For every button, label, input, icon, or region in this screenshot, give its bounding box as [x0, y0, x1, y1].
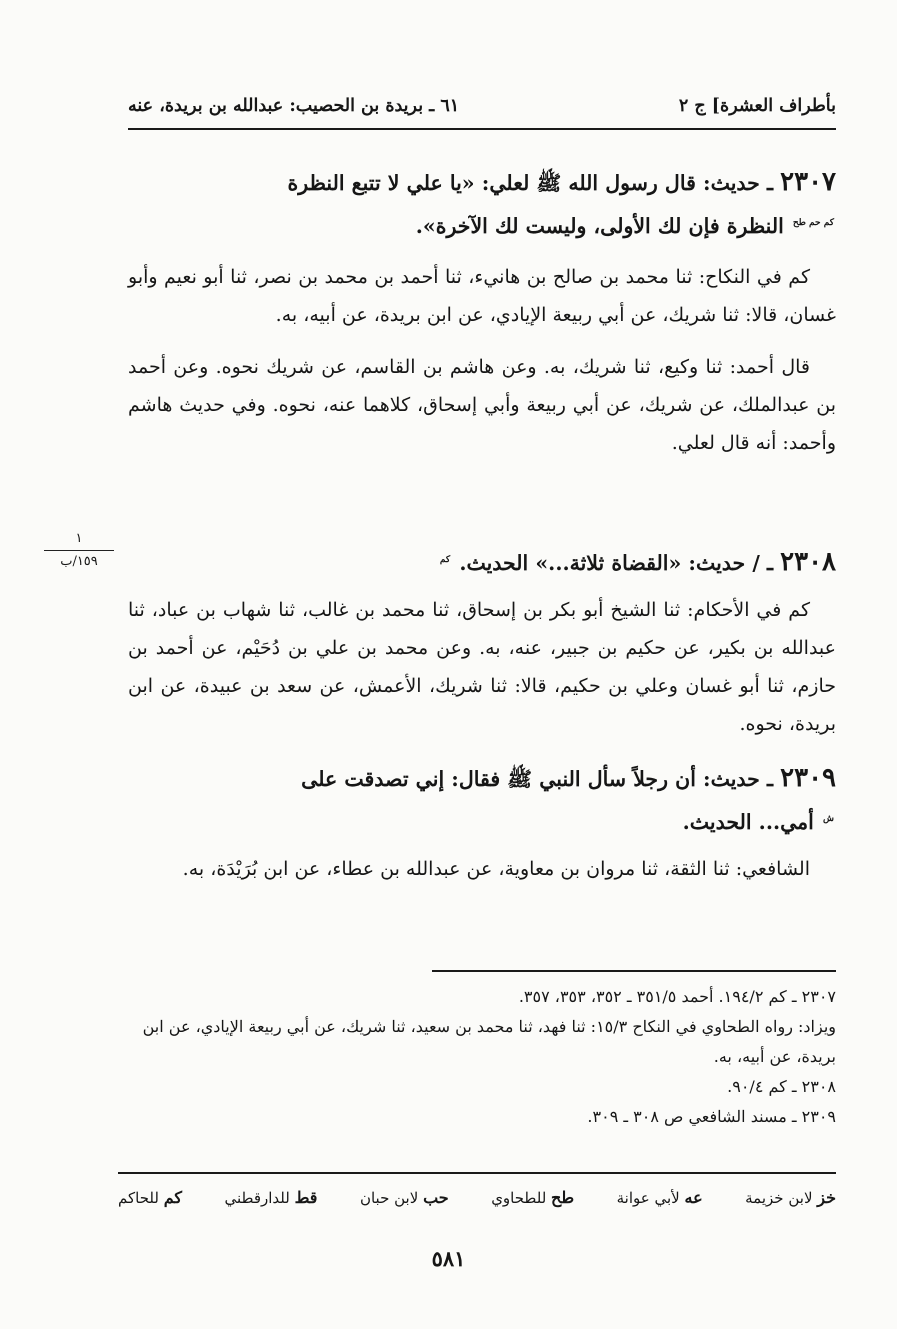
hadith-heading-continued [128, 799, 836, 842]
abbreviation-item: حب لابن حبان [359, 1188, 449, 1207]
hadith-number: ٢٣٠٨ [780, 546, 836, 577]
footnote-rule [432, 970, 836, 972]
margin-ref-rule [44, 550, 114, 551]
chain-paragraph: قال أحمد: ثنا وكيع، ثنا شريك، به. وعن هاشم بن القاسم، عن شريك نحوه. وعن أحمد بن عبدالملك، عن شريك، عن أبي ربيعة وأبي إسحاق، كلاهما عنه، نحوه. وفي حديث هاشم وأحمد: أنه قال لعلي. [128, 355, 836, 454]
abbreviation-item: عه لأبي عوانة [616, 1188, 703, 1207]
abbreviations-rule [118, 1172, 836, 1174]
footnote: ٢٣٠٩ ـ مسند الشافعي ص ٣٠٨ ـ ٣٠٩. [587, 1107, 836, 1126]
abbreviation-item: طح للطحاوي [491, 1188, 575, 1207]
chain-paragraph: الشافعي: ثنا الثقة، ثنا مروان بن معاوية، عن عبدالله بن عطاء، عن ابن بُرَيْدَة، به. [182, 857, 810, 880]
header-rule [128, 128, 836, 130]
book-title: بأطراف العشرة] ج ٢ [678, 96, 836, 116]
running-header [128, 82, 836, 116]
hadith-number: ٢٣٠٧ [780, 167, 836, 197]
abbreviation-item: خز لابن خزيمة [745, 1188, 836, 1207]
hadith-text: أمي... الحديث. [682, 809, 814, 834]
sigla: كم [439, 555, 451, 565]
sigla: ش [823, 814, 834, 824]
hadith-text: النظرة فإن لك الأولى، وليست لك الآخرة». [415, 213, 784, 238]
chain-paragraph: كم في الأحكام: ثنا الشيخ أبو بكر بن إسحاق، ثنا محمد بن غالب، ثنا شهاب بن عباد، ثنا عبدالله بن بكير، عن حكيم بن جبير، عنه، به. وعن محمد بن علي بن دُحَيْم، عن أحمد بن حازم، ثنا أبو غسان وعلي بن حكيم، قالا: ثنا شريك، الأعمش، عن سعد بن عبيدة، عن ابن بريدة، نحوه. [128, 598, 836, 735]
hadith-heading [128, 162, 836, 203]
hadith-text: ـ حديث: قال رسول الله ﷺ لعلي: «يا علي لا تتبع النظرة [287, 171, 773, 195]
footnote: ٢٣٠٧ ـ كم ١٩٤/٢. أحمد ٣٥١/٥ ـ ٣٥٢، ٣٥٣، ٣٥٧. [518, 987, 836, 1006]
abbreviations-key [118, 1188, 836, 1207]
abbreviation-item: قط للدارقطني [224, 1188, 318, 1207]
footnotes [128, 982, 836, 1132]
footnote: ٢٣٠٨ ـ كم ٩٠/٤. [727, 1077, 836, 1096]
abbreviation-item: كم للحاكم [118, 1188, 182, 1207]
chapter-title: ٦١ ـ بريدة بن الحصيب: عبدالله بن بريدة، عنه [128, 96, 460, 116]
hadith-heading-continued [128, 203, 836, 246]
margin-ref-bottom: ١٥٩/ب [60, 554, 98, 569]
chain-paragraph: كم في النكاح: ثنا محمد بن صالح بن هانيء، ثنا أحمد بن محمد بن نصر، ثنا أبو نعيم وأبو غسان، قالا: ثنا شريك، عن أبي ربيعة الإيادي، عن ابن بريدة، عن أبيه، به. [128, 265, 836, 326]
hadith-text: ـ حديث: أن رجلاً سأل النبي ﷺ فقال: إني تصدقت على [301, 767, 773, 791]
hadith-heading [128, 758, 836, 799]
sigla: كم حم طح [792, 218, 834, 228]
hadith-2307 [128, 162, 836, 462]
hadith-2309 [128, 758, 836, 888]
margin-ref-top: ١ [75, 531, 83, 546]
hadith-number: ٢٣٠٩ [780, 763, 836, 793]
footnote: ويزاد: رواه الطحاوي في النكاح ١٥/٣: ثنا فهد، ثنا محمد بن سعيد، ثنا شريك، عن أبي ربيعة الإيادي، عن ابن بريدة، عن أبيه، به. [142, 1017, 836, 1066]
hadith-text: ـ / حديث: «القضاة ثلاثة...» الحديث. [459, 550, 773, 575]
hadith-2308 [128, 540, 836, 743]
hadith-heading [128, 540, 836, 583]
page-number: ٥٨١ [431, 1246, 466, 1271]
margin-folio-reference [44, 530, 114, 571]
